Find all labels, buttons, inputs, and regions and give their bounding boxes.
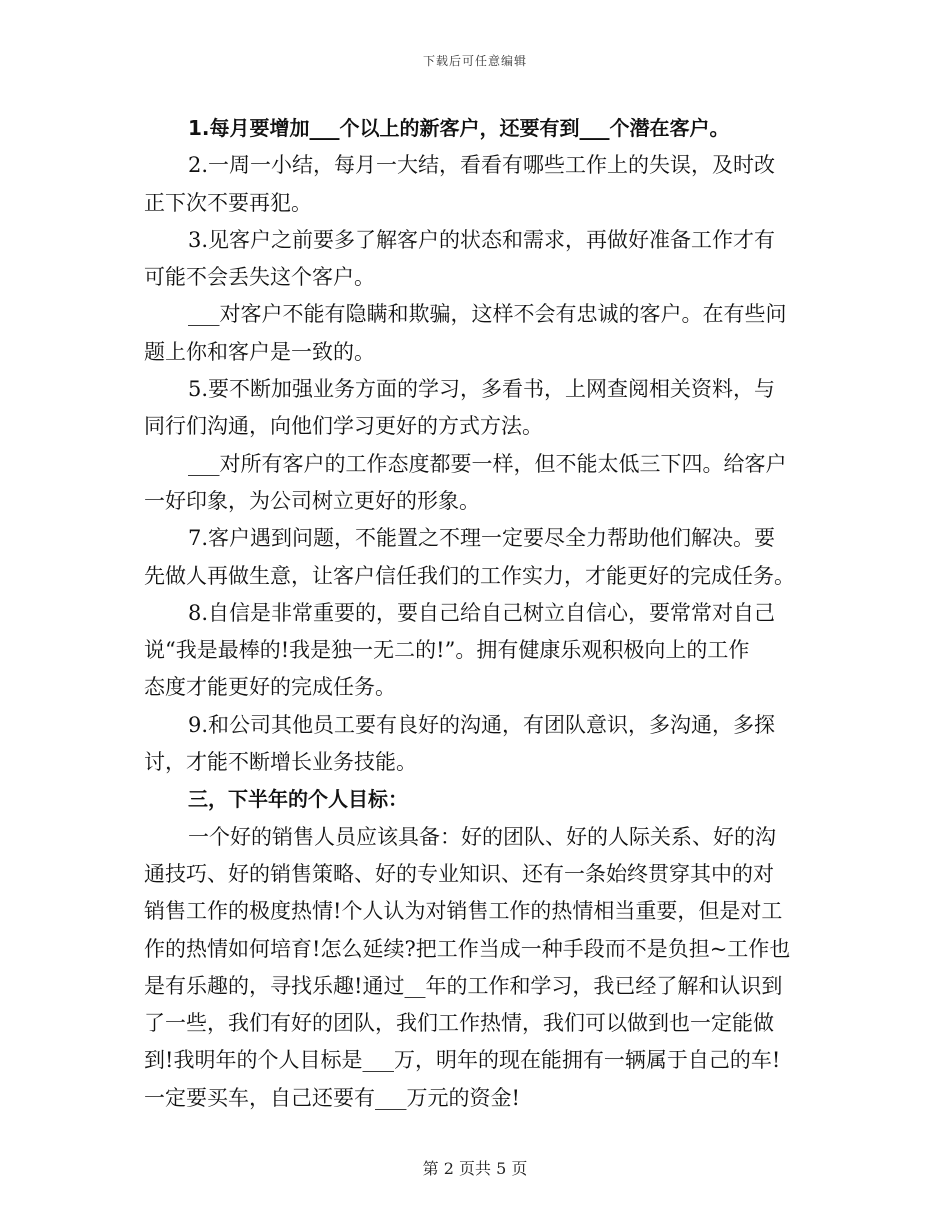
- page-footer: 第 2 页共 5 页: [422, 1159, 528, 1178]
- paragraph-line: 说“我是最棒的!我是独一无二的!”。拥有健康乐观积极向上的工作: [144, 638, 750, 663]
- paragraph-line: 了一些，我们有好的团队，我们工作热情，我们可以做到也一定能做: [144, 1011, 774, 1036]
- paragraph-line: 一个好的销售人员应该具备：好的团队、好的人际关系、好的沟: [188, 824, 776, 849]
- paragraph-line: ___对所有客户的工作态度都要一样，但不能太低三下四。给客户: [188, 451, 787, 476]
- paragraph-line: 2.一周一小结，每月一大结，看看有哪些工作上的失误，及时改: [188, 153, 776, 178]
- paragraph-line: 作的热情如何培育!怎么延续?把工作当成一种手段而不是负担~工作也: [144, 936, 791, 961]
- paragraph-line: 通技巧、好的销售策略、好的专业知识、还有一条始终贯穿其中的对: [144, 861, 774, 886]
- paragraph-line: 同行们沟通，向他们学习更好的方式方法。: [144, 414, 543, 439]
- paragraph-line: 一好印象，为公司树立更好的形象。: [144, 488, 480, 513]
- heading-line: 1.每月要增加___个以上的新客户，还要有到___个潜在客户。: [188, 116, 730, 140]
- paragraph-line: 到!我明年的个人目标是___万，明年的现在能拥有一辆属于自己的车!: [144, 1048, 781, 1073]
- paragraph-line: 一定要买车，自己还要有___万元的资金!: [144, 1085, 520, 1110]
- paragraph-line: 讨，才能不断增长业务技能。: [144, 750, 417, 775]
- paragraph-line: 正下次不要再犯。: [144, 190, 312, 215]
- paragraph-line: 销售工作的极度热情!个人认为对销售工作的热情相当重要，但是对工: [144, 899, 783, 924]
- paragraph-line: 是有乐趣的，寻找乐趣!通过__年的工作和学习，我已经了解和认识到: [144, 973, 783, 998]
- document-body: [144, 110, 810, 1117]
- page-header: 下载后可任意编辑: [422, 54, 527, 68]
- paragraph-line: 可能不会丢失这个客户。: [144, 265, 375, 290]
- paragraph-line: 题上你和客户是一致的。: [144, 339, 375, 364]
- paragraph-line: 8.自信是非常重要的，要自己给自己树立自信心，要常常对自己: [188, 600, 776, 625]
- paragraph-line: ___对客户不能有隐瞒和欺骗，这样不会有忠诚的客户。在有些问: [188, 302, 787, 327]
- paragraph-line: 5.要不断加强业务方面的学习，多看书，上网查阅相关资料，与: [188, 377, 776, 402]
- paragraph-line: 9.和公司其他员工要有良好的沟通，有团队意识，多沟通，多探: [188, 712, 776, 737]
- paragraph-line: 态度才能更好的完成任务。: [144, 675, 396, 700]
- paragraph-line: 7.客户遇到问题，不能置之不理一定要尽全力帮助他们解决。要: [188, 526, 776, 551]
- heading-line: 三，下半年的个人目标：: [188, 787, 408, 812]
- paragraph-line: 先做人再做生意，让客户信任我们的工作实力，才能更好的完成任务。: [144, 563, 795, 588]
- paragraph-line: 3.见客户之前要多了解客户的状态和需求，再做好准备工作才有: [188, 227, 776, 252]
